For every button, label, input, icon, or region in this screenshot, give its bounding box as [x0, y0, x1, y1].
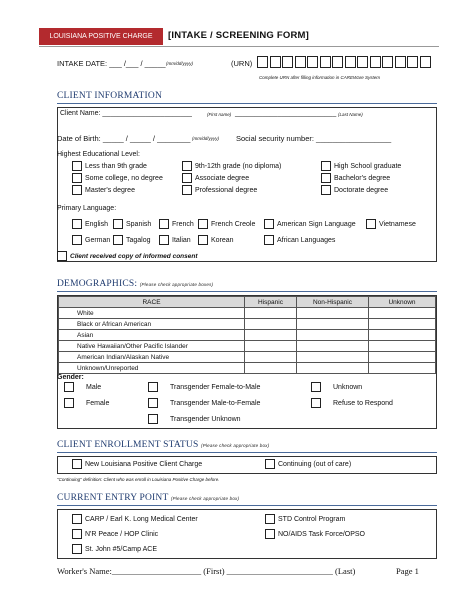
checkbox-icon[interactable]: [265, 514, 275, 524]
checkbox-icon[interactable]: [148, 414, 158, 424]
client-info-rule: [57, 103, 437, 104]
edu-associate[interactable]: Associate degree: [182, 173, 249, 183]
checkbox-icon[interactable]: [113, 235, 123, 245]
edu-less-9th[interactable]: Less than 9th grade: [72, 161, 147, 171]
checkbox-icon[interactable]: [159, 219, 169, 229]
checkbox-icon[interactable]: [57, 251, 67, 261]
edu-9-12[interactable]: 9th-12th grade (no diploma): [182, 161, 281, 171]
gender-female[interactable]: Female: [64, 398, 109, 408]
urn-input[interactable]: [257, 56, 432, 70]
race-table: [58, 296, 436, 374]
intake-date-label: INTAKE DATE: ___ /___ / _____: [57, 59, 166, 68]
first-name-hint: (First name): [207, 112, 232, 117]
demographics-rule: [57, 291, 437, 292]
entry-point-rule: [57, 505, 437, 506]
entry-no-aids[interactable]: NO/AIDS Task Force/OPSO: [265, 529, 365, 539]
edu-some-college[interactable]: Some college, no degree: [72, 173, 163, 183]
gender-male[interactable]: Male: [64, 382, 101, 392]
enrollment-note: (Please check appropriate box): [201, 443, 270, 448]
entry-point-title: CURRENT ENTRY POINT (Please check appropriate box): [57, 493, 240, 503]
checkbox-icon[interactable]: [198, 235, 208, 245]
lang-german[interactable]: German: [72, 235, 110, 245]
gender-trans-unknown[interactable]: Transgender Unknown: [148, 414, 241, 424]
checkbox-icon[interactable]: [311, 382, 321, 392]
ssn-field[interactable]: Social security number: __________________: [236, 134, 392, 143]
urn-note: Complete URN after filling information in CAREWare System: [259, 75, 380, 80]
edu-professional[interactable]: Professional degree: [182, 185, 257, 195]
checkbox-icon[interactable]: [264, 219, 274, 229]
urn-label: (URN): [231, 59, 253, 68]
checkbox-icon[interactable]: [159, 235, 169, 245]
education-label: Highest Educational Level:: [57, 151, 140, 158]
dob-hint: (mm/dd/yyyy): [192, 136, 219, 141]
language-label: Primary Language:: [57, 205, 117, 212]
checkbox-icon[interactable]: [265, 459, 275, 469]
entry-nr-peace[interactable]: N'R Peace / HOP Clinic: [72, 529, 158, 539]
checkbox-icon[interactable]: [182, 161, 192, 171]
checkbox-icon[interactable]: [148, 398, 158, 408]
last-name-field[interactable]: __________________________: [235, 110, 337, 117]
form-title: [INTAKE / SCREENING FORM]: [168, 30, 309, 41]
checkbox-icon[interactable]: [64, 398, 74, 408]
table-row: Black or African American: [59, 319, 436, 330]
checkbox-icon[interactable]: [265, 529, 275, 539]
demographics-note: (Please check appropriate boxes): [139, 282, 214, 287]
gender-trans-ftm[interactable]: Transgender Female-to-Male: [148, 382, 260, 392]
entry-point-note: (Please check appropriate box): [170, 496, 240, 501]
checkbox-icon[interactable]: [72, 544, 82, 554]
lang-vietnamese[interactable]: Vietnamese: [366, 219, 416, 229]
lang-tagalog[interactable]: Tagalog: [113, 235, 151, 245]
enroll-new[interactable]: New Louisiana Positive Client Charge: [72, 459, 202, 469]
lang-italian[interactable]: Italian: [159, 235, 191, 245]
checkbox-icon[interactable]: [72, 459, 82, 469]
checkbox-icon[interactable]: [72, 219, 82, 229]
checkbox-icon[interactable]: [321, 185, 331, 195]
checkbox-icon[interactable]: [72, 161, 82, 171]
checkbox-icon[interactable]: [182, 185, 192, 195]
header-rule: [39, 46, 439, 47]
client-info-title: CLIENT INFORMATION: [57, 91, 163, 101]
gender-unknown[interactable]: Unknown: [311, 382, 362, 392]
checkbox-icon[interactable]: [72, 185, 82, 195]
table-row: White: [59, 308, 436, 319]
consent-checkbox[interactable]: Client received copy of informed consent: [57, 251, 198, 261]
gender-refuse[interactable]: Refuse to Respond: [311, 398, 393, 408]
checkbox-icon[interactable]: [64, 382, 74, 392]
race-header: RACE: [59, 297, 245, 308]
unknown-header: Unknown: [369, 297, 436, 308]
lang-english[interactable]: English: [72, 219, 108, 229]
checkbox-icon[interactable]: [366, 219, 376, 229]
enrollment-rule: [57, 452, 437, 453]
enrollment-title: CLIENT ENROLLMENT STATUS (Please check appropriate box): [57, 440, 270, 450]
entry-carp[interactable]: CARP / Earl K. Long Medical Center: [72, 514, 198, 524]
lang-french-creole[interactable]: French Creole: [198, 219, 255, 229]
demographics-title: DEMOGRAPHICS: (Please check appropriate boxes): [57, 279, 214, 289]
last-name-hint: (Last Name): [338, 112, 363, 117]
table-row: Native Hawaiian/Other Pacific Islander: [59, 341, 436, 352]
table-row: Unknown/Unreported: [59, 363, 436, 374]
table-row: Asian: [59, 330, 436, 341]
lang-asl[interactable]: American Sign Language: [264, 219, 356, 229]
entry-st-john[interactable]: St. John #5/Camp ACE: [72, 544, 157, 554]
table-row: American Indian/Alaskan Native: [59, 352, 436, 363]
header-badge: LOUISIANA POSITIVE CHARGE: [39, 28, 163, 45]
non-hispanic-header: Non-Hispanic: [297, 297, 369, 308]
lang-korean[interactable]: Korean: [198, 235, 234, 245]
lang-french[interactable]: French: [159, 219, 194, 229]
enroll-continuing[interactable]: Continuing (out of care): [265, 459, 351, 469]
checkbox-icon[interactable]: [321, 173, 331, 183]
edu-master[interactable]: Master's degree: [72, 185, 135, 195]
edu-hs-grad[interactable]: High School graduate: [321, 161, 401, 171]
checkbox-icon[interactable]: [148, 382, 158, 392]
entry-std-control[interactable]: STD Control Program: [265, 514, 345, 524]
edu-bachelor[interactable]: Bachelor's degree: [321, 173, 390, 183]
worker-name-field[interactable]: Worker's Name:_____________________ (First) _________________________ (Last): [57, 566, 356, 576]
intake-date-hint: (mm/dd/yyyy): [166, 61, 193, 66]
checkbox-icon[interactable]: [198, 219, 208, 229]
gender-label: Gender:: [57, 374, 84, 381]
checkbox-icon[interactable]: [72, 235, 82, 245]
checkbox-icon[interactable]: [264, 235, 274, 245]
client-name-field[interactable]: Client Name: _______________________: [60, 110, 192, 117]
checkbox-icon[interactable]: [72, 173, 82, 183]
edu-doctorate[interactable]: Doctorate degree: [321, 185, 388, 195]
checkbox-icon[interactable]: [113, 219, 123, 229]
page-number: Page 1: [396, 566, 419, 576]
checkbox-icon[interactable]: [72, 514, 82, 524]
continuing-definition: "Continuing" definition: Client who was enroll in Louisiana Positive Charge before.: [57, 477, 220, 482]
lang-spanish[interactable]: Spanish: [113, 219, 151, 229]
dob-field[interactable]: Date of Birth: _____ / _____ / ________: [57, 134, 191, 143]
checkbox-icon[interactable]: [321, 161, 331, 171]
gender-trans-mtf[interactable]: Transgender Male-to-Female: [148, 398, 260, 408]
checkbox-icon[interactable]: [72, 529, 82, 539]
checkbox-icon[interactable]: [182, 173, 192, 183]
lang-african[interactable]: African Languages: [264, 235, 335, 245]
hispanic-header: Hispanic: [245, 297, 297, 308]
checkbox-icon[interactable]: [311, 398, 321, 408]
